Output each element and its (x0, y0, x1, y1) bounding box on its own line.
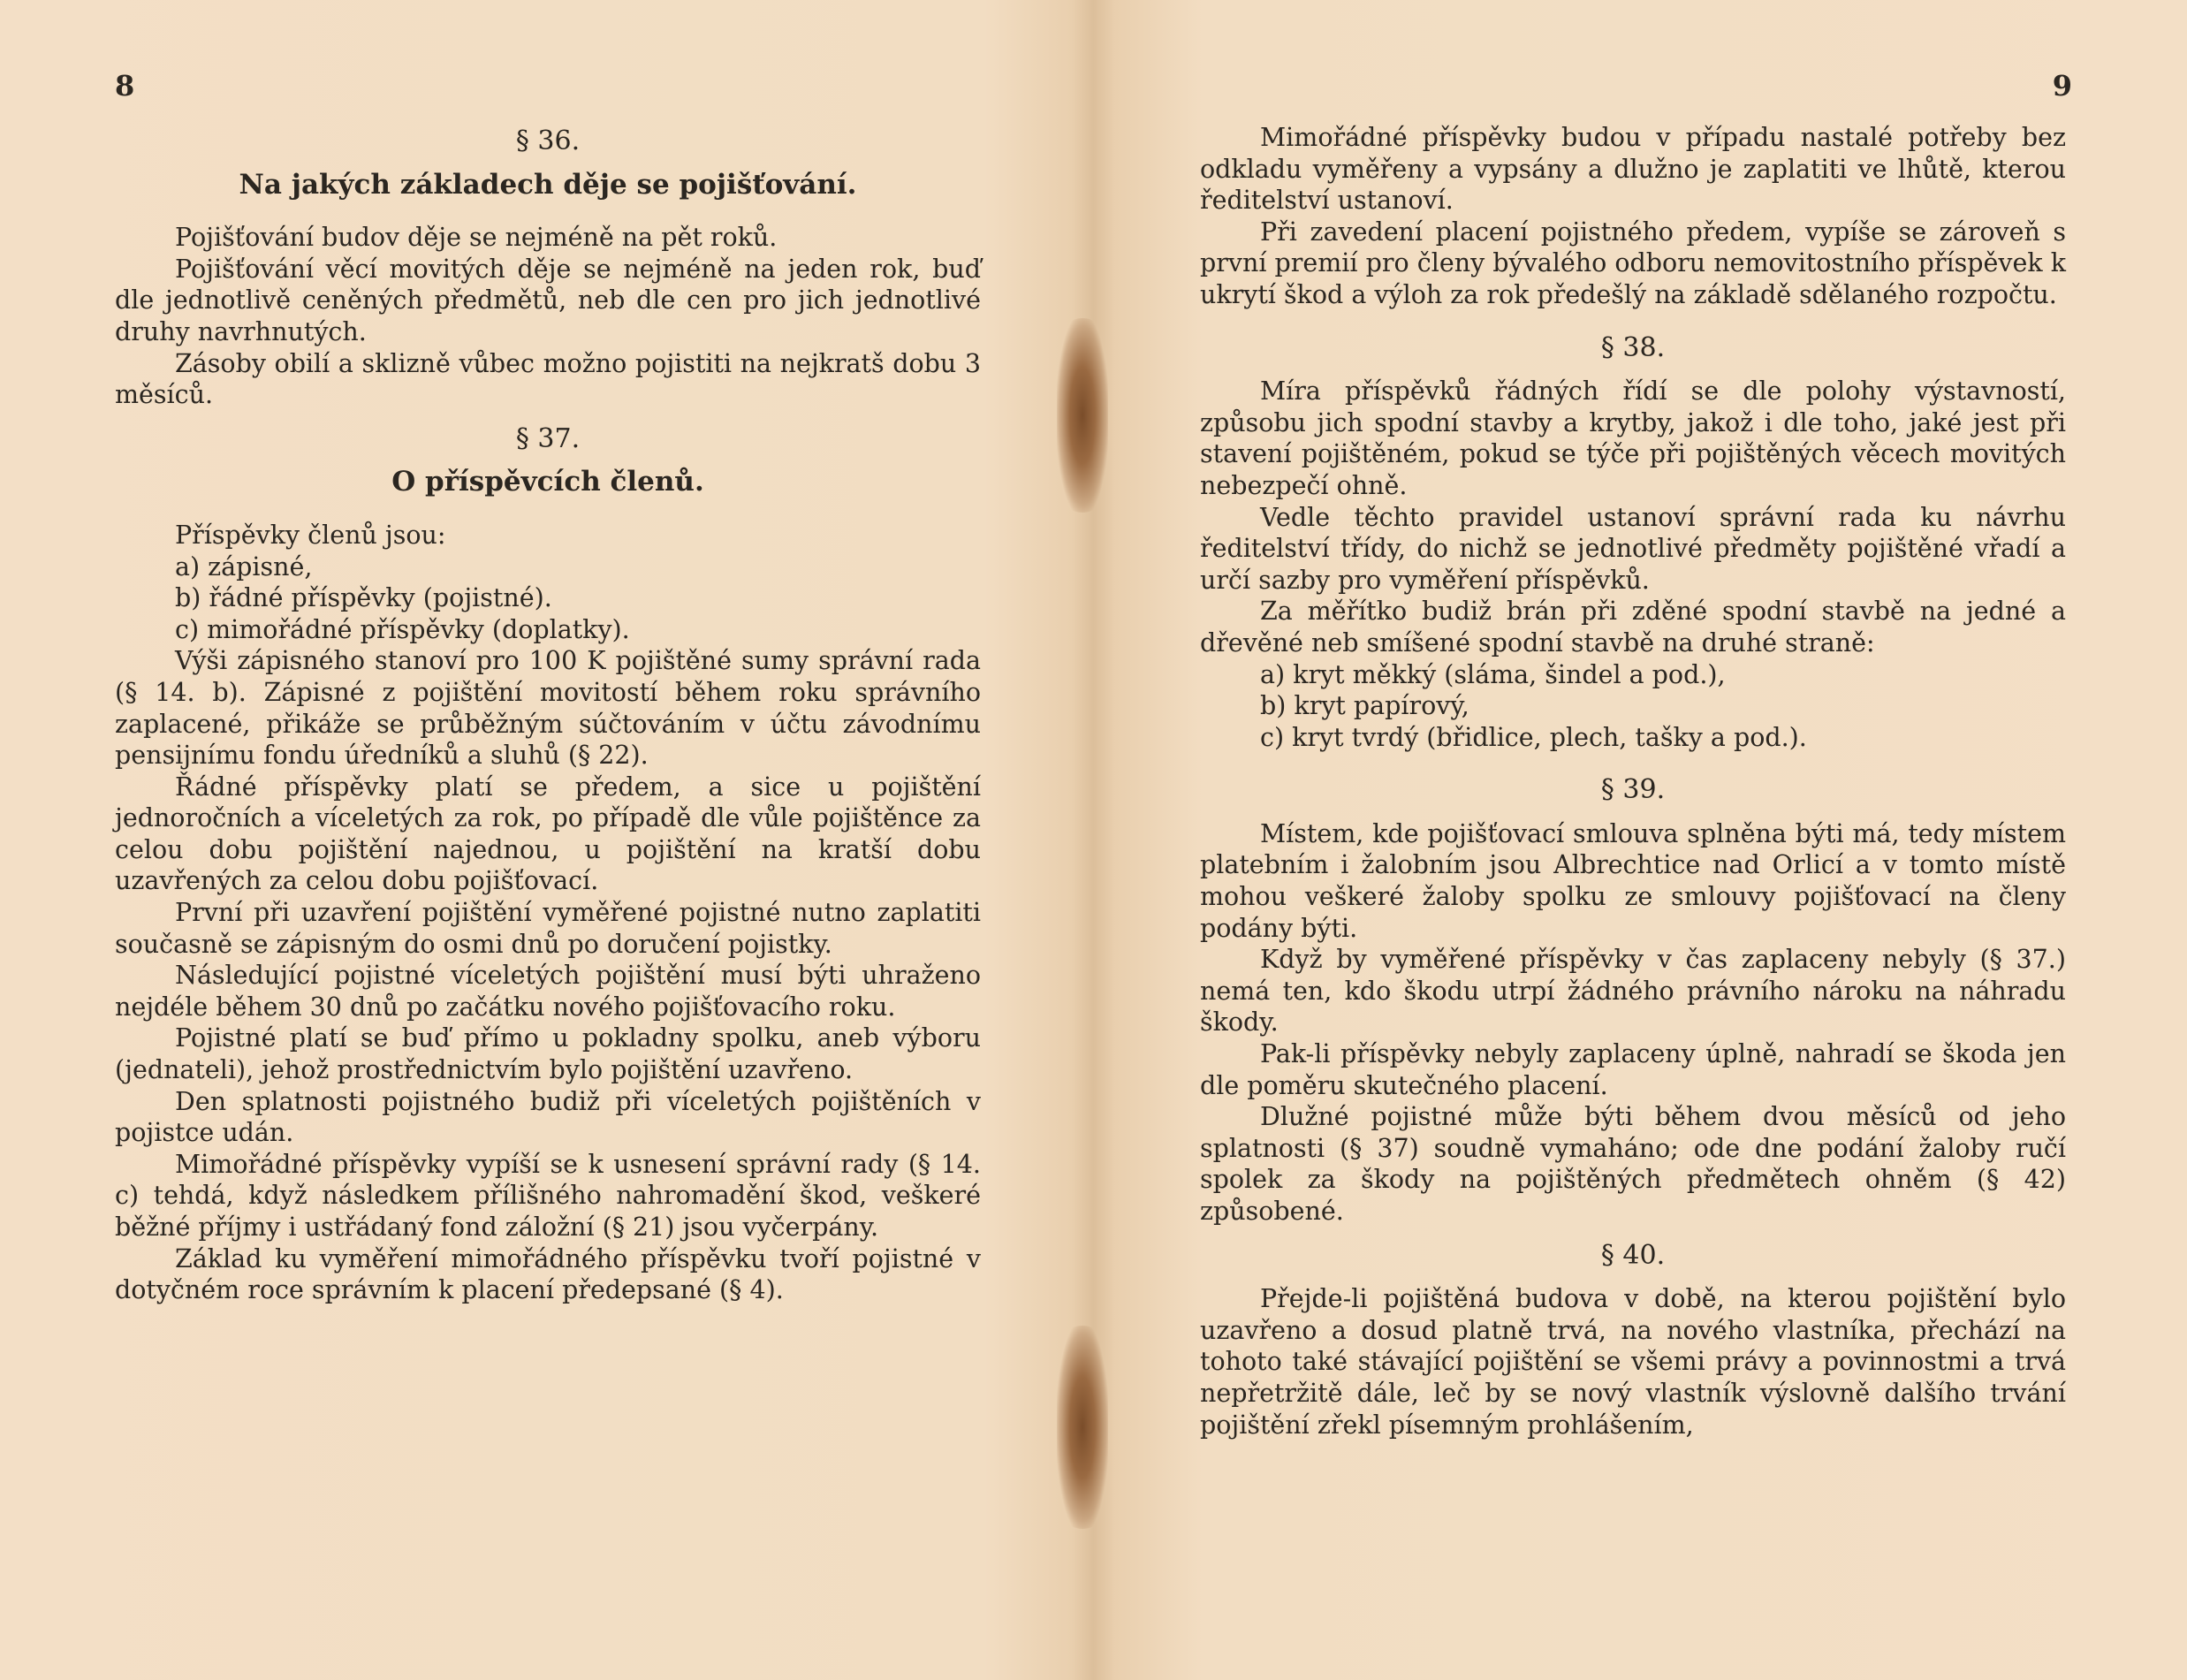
page-number-right: 9 (2052, 69, 2072, 103)
paragraph: Výši zápisného stanoví pro 100 K pojištěné sumy správní rada (§ 14. b). Zápisné z pojištění movitostí během roku správního zaplacené, přikáže se průběžným súčtováním v účtu závodnímu pensijnímu fondu úředníků a sluhů (§ 22). (115, 646, 981, 771)
paragraph: Zásoby obilí a sklizně vůbec možno pojistiti na nejkratš dobu 3 měsíců. (115, 348, 981, 410)
paragraph: Při zavedení placení pojistného předem, vypíše se zároveň s první premií pro členy bývalého odboru nemovitostního příspěvek k ukrytí škod a výloh za rok předešlý na základě sdělaného rozpočtu. (1200, 217, 2066, 309)
paragraph: Dlužné pojistné může býti během dvou měsíců od jeho splatnosti (§ 37) soudně vymaháno; ode dne podání žaloby ručí spolek za škody na pojištěných předmětech ohněm (§ 42) způsobené. (1200, 1102, 2066, 1226)
paragraph: Mimořádné příspěvky budou v případu nastalé potřeby bez odkladu vyměřeny a vypsány a dlužno je zaplatiti ve lhůtě, kterou ředitelství ustanoví. (1200, 123, 2066, 216)
list-item: c) mimořádné příspěvky (doplatky). (175, 614, 630, 644)
binding-stain-bottom (1057, 1326, 1108, 1529)
section-37-number: § 37. (515, 422, 581, 454)
list-item: c) kryt tvrdý (břidlice, plech, tašky a pod.). (1260, 722, 1807, 752)
section-40-number: § 40. (1600, 1239, 1666, 1271)
paragraph: Pojišťování budov děje se nejméně na pět roků. (175, 223, 778, 253)
paragraph: Když by vyměřené příspěvky v čas zaplaceny nebyly (§ 37.) nemá ten, kdo škodu utrpí žádného právního nároku na náhradu škody. (1200, 945, 2066, 1038)
page-number-left: 8 (115, 69, 135, 103)
paragraph: Den splatnosti pojistného budiž při víceletých pojištěních v pojistce udán. (115, 1086, 981, 1148)
left-page (115, 71, 981, 1306)
section-39-number: § 39. (1600, 774, 1666, 806)
section-37-heading: O příspěvcích členů. (391, 466, 704, 498)
paragraph: Místem, kde pojišťovací smlouva splněna býti má, tedy místem platebním i žalobním jsou Albrechtice nad Orlicí a v tomto místě mohou veškeré žaloby spolku ze smlouvy pojišťovací na členy podány býti. (1200, 818, 2066, 943)
list-item: b) kryt papírový, (1260, 691, 1469, 721)
paragraph: Příspěvky členů jsou: (175, 520, 446, 550)
binding-stain-top (1057, 318, 1108, 513)
right-page (1200, 71, 2066, 1441)
paragraph: Vedle těchto pravidel ustanoví správní rada ku návrhu ředitelství třídy, do nichž se jednotlivé předměty pojištěné vřadí a určí sazby pro vyměření příspěvků. (1200, 502, 2066, 595)
paragraph: Pojistné platí se buď přímo u pokladny spolku, aneb výboru (jednateli), jehož prostřednictvím bylo pojištění uzavřeno. (115, 1023, 981, 1085)
paragraph: Pojišťování věcí movitých děje se nejméně na jeden rok, buď dle jednotlivě ceněných předmětů, neb dle cen pro jich jednotlivé druhy navrhnutých. (115, 254, 981, 346)
paragraph: Mimořádné příspěvky vypíší se k usnesení správní rady (§ 14. c) tehdá, když následkem přílišného nahromadění škod, veškeré běžné příjmy i ustřádaný fond záložní (§ 21) jsou vyčerpány. (115, 1149, 981, 1242)
paragraph: Pak-li příspěvky nebyly zaplaceny úplně, nahradí se škoda jen dle poměru skutečného placení. (1200, 1039, 2066, 1100)
section-36-number: § 36. (515, 125, 581, 156)
list-item: a) zápisné, (175, 551, 313, 582)
section-36-heading: Na jakých základech děje se pojišťování. (239, 168, 857, 201)
paragraph: Řádné příspěvky platí se předem, a sice u pojištění jednoročních a víceletých za rok, po případě dle vůle pojištěnce za celou dobu pojištění najednou, u pojištění na kratší dobu uzavřených za celou dobu pojišťovací. (115, 772, 981, 896)
list-item: a) kryt měkký (sláma, šindel a pod.), (1260, 659, 1726, 689)
paragraph: Následující pojistné víceletých pojištění musí býti uhraženo nejdéle během 30 dnů po začátku nového pojišťovacího roku. (115, 961, 981, 1022)
paragraph: Míra příspěvků řádných řídí se dle polohy výstavností, způsobu jich spodní stavby a krytby, jakož i dle toho, jaké jest při stavení pojištěném, pokud se týče při pojištěných věcech movitých nebezpečí ohně. (1200, 376, 2066, 500)
paragraph: První při uzavření pojištění vyměřené pojistné nutno zaplatiti současně se zápisným do osmi dnů po doručení pojistky. (115, 898, 981, 959)
section-38-number: § 38. (1600, 331, 1666, 363)
list-item: b) řádné příspěvky (pojistné). (175, 583, 552, 613)
paragraph: Přejde-li pojištěná budova v době, na kterou pojištění bylo uzavřeno a dosud platně trvá, na nového vlastníka, přechází na tohoto také stávající pojištění se všemi právy a povinnostmi a trvá nepřetržitě dále, leč by se nový vlastník výslovně dalšího trvání pojištění zřekl písemným prohlášením, (1200, 1284, 2066, 1440)
paragraph: Základ ku vyměření mimořádného příspěvku tvoří pojistné v dotyčném roce správním k placení předepsané (§ 4). (115, 1243, 981, 1305)
paragraph: Za měřítko budiž brán při zděné spodní stavbě na jedné a dřevěné neb smíšené spodní stavbě na druhé straně: (1200, 597, 2066, 658)
